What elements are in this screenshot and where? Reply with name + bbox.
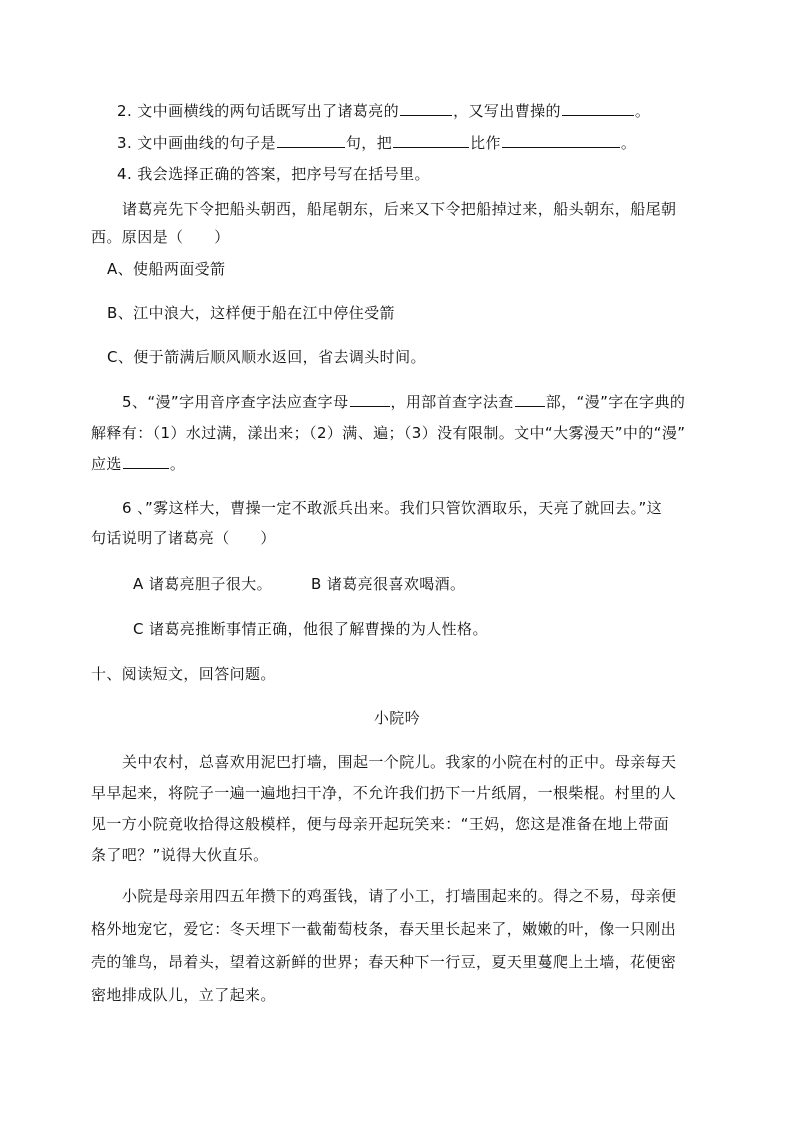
answer-blank[interactable] <box>350 391 390 407</box>
answer-blank[interactable] <box>562 100 634 116</box>
question-2-text-b: ，又写出曹操的 <box>453 102 561 120</box>
question-5-text-line3a: 应选 <box>91 455 122 473</box>
question-6-option-a[interactable]: A 诸葛亮胆子很大。 <box>133 575 273 593</box>
question-6-line-1: 6 、”雾这样大，曹操一定不敢派兵出来。我们只管饮酒取乐，天亮了就回去。”这 <box>122 499 663 517</box>
passage-p2-line-1: 小院是母亲用四五年攒下的鸡蛋钱，请了小工，打墙围起来的。得之不易，母亲便 <box>122 887 677 905</box>
question-5-text-b: ，用部首查字法查 <box>390 393 514 411</box>
passage-p2-line-4: 密地排成队儿，立了起来。 <box>91 986 276 1004</box>
question-3-text-c: 比作 <box>470 134 501 152</box>
question-5-text-a: 5、“漫”字用音序查字法应查字母 <box>122 393 349 411</box>
question-3-text-b: 句，把 <box>345 134 393 152</box>
answer-blank[interactable] <box>393 132 469 148</box>
answer-blank[interactable] <box>502 132 620 148</box>
question-4-option-b[interactable]: B、江中浪大，这样便于船在江中停住受箭 <box>107 304 395 322</box>
question-4-option-c[interactable]: C、便于箭满后顺风顺水返回，省去调头时间。 <box>107 348 426 366</box>
passage-p2-line-3: 壳的雏鸟，昂着头，望着这新鲜的世界；春天种下一行豆，夏天里蔓爬上土墙，花便密 <box>91 953 677 971</box>
question-3-text-a: 3. 文中画曲线的句子是 <box>117 134 276 152</box>
question-4-stem-line-1: 诸葛亮先下令把船头朝西，船尾朝东，后来又下令把船掉过来，船头朝东，船尾朝 <box>122 200 677 218</box>
question-6-line-2: 句话说明了诸葛亮（ ） <box>91 529 276 547</box>
passage-p1-line-3: 见一方小院竟收拾得这般模样，便与母亲开起玩笑来：“王妈，您这是准备在地上带面 <box>91 815 669 833</box>
section-10-heading: 十、阅读短文，回答问题。 <box>91 665 276 683</box>
answer-blank[interactable] <box>515 391 545 407</box>
answer-blank[interactable] <box>400 100 452 116</box>
passage-title: 小院吟 <box>373 709 421 727</box>
question-6-option-b[interactable]: B 诸葛亮很喜欢喝酒。 <box>311 575 466 593</box>
question-5-text-line3b: 。 <box>169 455 186 473</box>
question-6-option-c[interactable]: C 诸葛亮推断事情正确，他很了解曹操的为人性格。 <box>133 620 488 638</box>
passage-p2-line-2: 格外地宠它，爱它：冬天埋下一截葡萄枝条，春天里长起来了，嫩嫩的叶，像一只刚出 <box>91 920 677 938</box>
answer-blank[interactable] <box>123 453 169 469</box>
question-5-line-1 <box>122 391 685 413</box>
question-4-title: 4. 我会选择正确的答案，把序号写在括号里。 <box>117 165 430 183</box>
passage-p1-line-1: 关中农村，总喜欢用泥巴打墙，围起一个院儿。我家的小院在村的正中。母亲每天 <box>122 753 677 771</box>
answer-blank[interactable] <box>277 132 345 148</box>
question-2 <box>117 100 650 122</box>
question-4-option-a[interactable]: A、使船两面受箭 <box>107 260 226 278</box>
passage-p1-line-4: 条了吧？”说得大伙直乐。 <box>91 846 269 864</box>
question-3-text-d: 。 <box>620 134 637 152</box>
question-5-line-3 <box>91 453 185 475</box>
question-2-text-c: 。 <box>634 102 651 120</box>
question-5-line-2: 解释有：（1）水过满，漾出来；（2）满、遍；（3）没有限制。文中“大雾漫天”中的“漫” <box>91 424 686 442</box>
question-3 <box>117 132 636 154</box>
passage-p1-line-2: 早早起来，将院子一遍一遍地扫干净，不允许我们扔下一片纸屑，一根柴棍。村里的人 <box>91 784 677 802</box>
question-4-stem-line-2: 西。原因是（ ） <box>91 228 230 246</box>
question-2-text-a: 2. 文中画横线的两句话既写出了诸葛亮的 <box>117 102 400 120</box>
question-5-text-c: 部，“漫”字在字典的 <box>545 393 686 411</box>
